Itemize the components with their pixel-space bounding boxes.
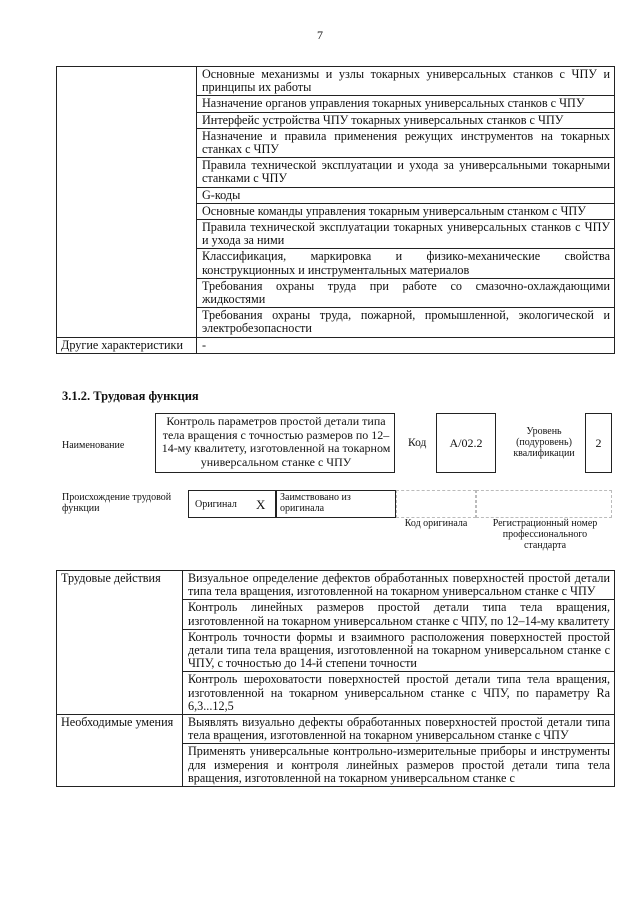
code-original-label: Код оригинала [404, 518, 468, 529]
knowledge-item: Назначение и правила применения режущих инструментов на токарных станках с ЧПУ [197, 128, 615, 157]
reg-number-box [476, 490, 612, 518]
action-item: Контроль точности формы и взаимного расположения поверхностей простой детали типа тела вращения, изготовленной на токарном универсальном станке с ЧПУ, с точностью до 14-й степени точности [183, 629, 615, 672]
level-value: 2 [595, 436, 602, 450]
origin-label: Происхождение трудовой функции [62, 492, 172, 514]
knowledge-item: Требования охраны труда при работе со смазочно-охлаждающими жидкостями [197, 278, 615, 307]
table-row [57, 715, 615, 744]
other-characteristics-label: Другие характеристики [57, 337, 197, 353]
knowledge-item: G-коды [197, 187, 615, 203]
function-name: Контроль параметров простой детали типа тела вращения с точностью размеров по 12–14-му квалитету, изготовленной на токарном универсальном станке с ЧПУ [161, 414, 391, 469]
knowledge-item: Правила технической эксплуатации и ухода за универсальными токарными станками с ЧПУ [197, 158, 615, 187]
code-original-box [396, 490, 476, 518]
page-number: 7 [317, 28, 323, 42]
skill-item: Выявлять визуально дефекты обработанных поверхностей простой детали типа тела вращения, изготовленной на токарном универсальном станке с ЧПУ [183, 715, 615, 744]
reg-number-label: Регистрационный номер профессионального стандарта [492, 518, 598, 551]
level-label: Уровень (подуровень) квалификации [513, 426, 575, 459]
action-item: Контроль шероховатости поверхностей простой детали типа тела вращения, изготовленной на токарном универсальном станке с ЧПУ, по параметру Ra 6,3...12,5 [183, 672, 615, 715]
code-label: Код [408, 437, 427, 449]
code-value: A/02.2 [449, 436, 483, 450]
table-row [57, 571, 615, 600]
name-label: Наименование [62, 440, 125, 451]
action-item: Визуальное определение дефектов обработанных поверхностей простой детали типа тела вращения, изготовленной на токарном универсальном станке с ЧПУ [183, 571, 615, 600]
knowledge-table [56, 66, 615, 354]
knowledge-item: Классификация, маркировка и физико-механические свойства конструкционных и инструментальных материалов [197, 249, 615, 278]
action-item: Контроль линейных размеров простой детали типа тела вращения, изготовленной на токарном универсальном станке с ЧПУ, по 12–14-му квалитету [183, 600, 615, 629]
knowledge-label-cell [57, 67, 197, 338]
knowledge-item: Назначение органов управления токарных универсальных станков с ЧПУ [197, 96, 615, 112]
section-title: 3.1.2. Трудовая функция [62, 389, 199, 403]
actions-table [56, 570, 615, 787]
borrowed-label: Заимствовано из оригинала [280, 492, 351, 514]
knowledge-item: Основные механизмы и узлы токарных универсальных станков с ЧПУ и принципы их работы [197, 67, 615, 96]
actions-label: Трудовые действия [57, 571, 183, 715]
skill-item: Применять универсальные контрольно-измерительные приборы и инструменты для измерения и контроля линейных размеров простой детали типа тела вращения, изготовленной на токарном универсальном станке с [183, 744, 615, 787]
other-characteristics-value: - [197, 337, 615, 353]
table-row [57, 67, 615, 96]
knowledge-item: Основные команды управления токарным универсальным станком с ЧПУ [197, 203, 615, 219]
knowledge-item: Правила технической эксплуатации токарных универсальных станков с ЧПУ и ухода за ними [197, 220, 615, 249]
original-mark: X [256, 497, 266, 512]
table-row [57, 337, 615, 353]
original-label: Оригинал [195, 499, 237, 510]
knowledge-item: Требования охраны труда, пожарной, промышленной, экологической и электробезопасности [197, 308, 615, 337]
skills-label: Необходимые умения [57, 715, 183, 787]
knowledge-item: Интерфейс устройства ЧПУ токарных универсальных станков с ЧПУ [197, 112, 615, 128]
